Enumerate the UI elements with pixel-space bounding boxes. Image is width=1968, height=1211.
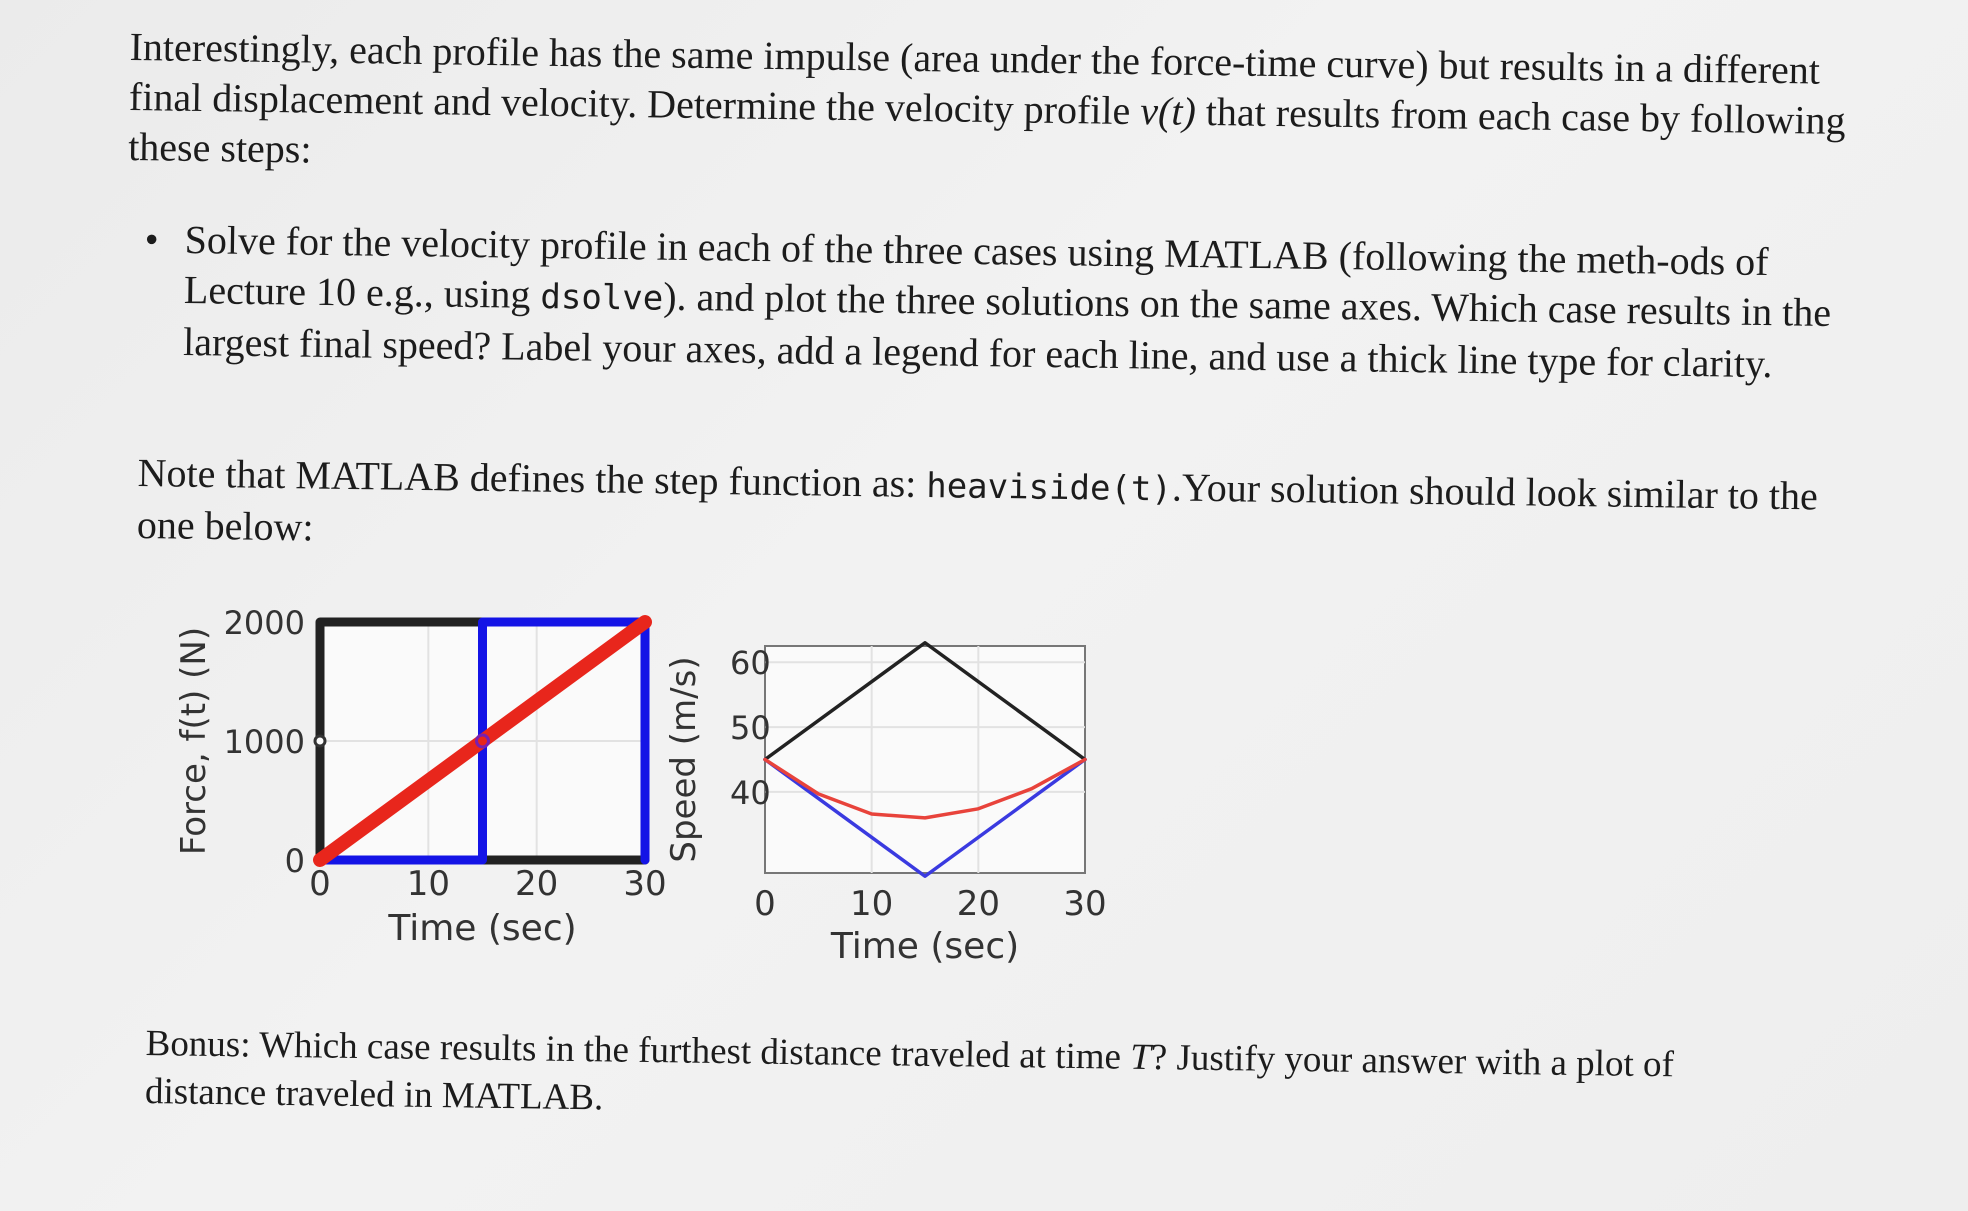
speed-chart <box>664 643 1107 967</box>
y-tick-label: 2000 <box>223 604 305 642</box>
x-tick-label: 0 <box>754 884 776 924</box>
y-tick-label: 40 <box>730 773 771 812</box>
x-axis-label: Time (sec) <box>830 926 1020 967</box>
x-tick-label: 20 <box>515 864 559 904</box>
axis-marker <box>315 736 325 746</box>
bullet-dot: • <box>144 216 159 262</box>
x-tick-label: 20 <box>956 884 1000 924</box>
velocity-symbol: v(t) <box>1140 88 1197 134</box>
y-tick-label: 50 <box>730 709 771 748</box>
x-tick-label: 30 <box>1063 884 1107 924</box>
time-symbol: T <box>1129 1036 1152 1079</box>
x-axis-label: Time (sec) <box>388 908 577 949</box>
dsolve-code: dsolve <box>540 276 664 319</box>
y-tick-label: 60 <box>730 644 771 683</box>
intro-text-1: Interestingly, each profile has the same impulse (area under the force-time curve) but results in a different final displacement and velocity. Determine the velocity profile <box>128 23 1821 134</box>
force-chart <box>174 604 667 949</box>
bonus-text-1: Bonus: Which case results in the furthest distance traveled at time <box>145 1022 1131 1078</box>
y-axis-label: Force, f(t) (N) <box>174 626 214 856</box>
x-tick-label: 10 <box>406 864 450 904</box>
bonus-text-2: ? Justify your answer with a plot of distance traveled in MATLAB. <box>144 1037 1675 1119</box>
x-tick-label: 10 <box>850 884 894 924</box>
y-tick-label: 1000 <box>223 723 305 761</box>
y-tick-label: 0 <box>284 842 305 880</box>
bullet-text-2: ). and plot the three solutions on the same axes. Which case results in the largest final speed? Label your axes, add a legend for each line, and use a thick line type for clarity. <box>182 273 1832 387</box>
bullet-text-1: Solve for the velocity profile in each of the three cases using MATLAB (following the meth-ods of Lecture 10 e.g., using <box>183 216 1769 317</box>
heaviside-code: heaviside(t) <box>926 466 1173 510</box>
note-text-1: Note that MATLAB defines the step function as: <box>137 449 927 507</box>
intro-text-2: that results from each case by following these steps: <box>127 88 1846 172</box>
x-tick-label: 0 <box>309 864 331 904</box>
y-axis-label: Speed (m/s) <box>664 656 704 863</box>
plot-frame <box>765 646 1085 873</box>
x-tick-label: 30 <box>623 864 667 904</box>
note-text-2: .Your solution should look similar to the one below: <box>136 464 1819 550</box>
